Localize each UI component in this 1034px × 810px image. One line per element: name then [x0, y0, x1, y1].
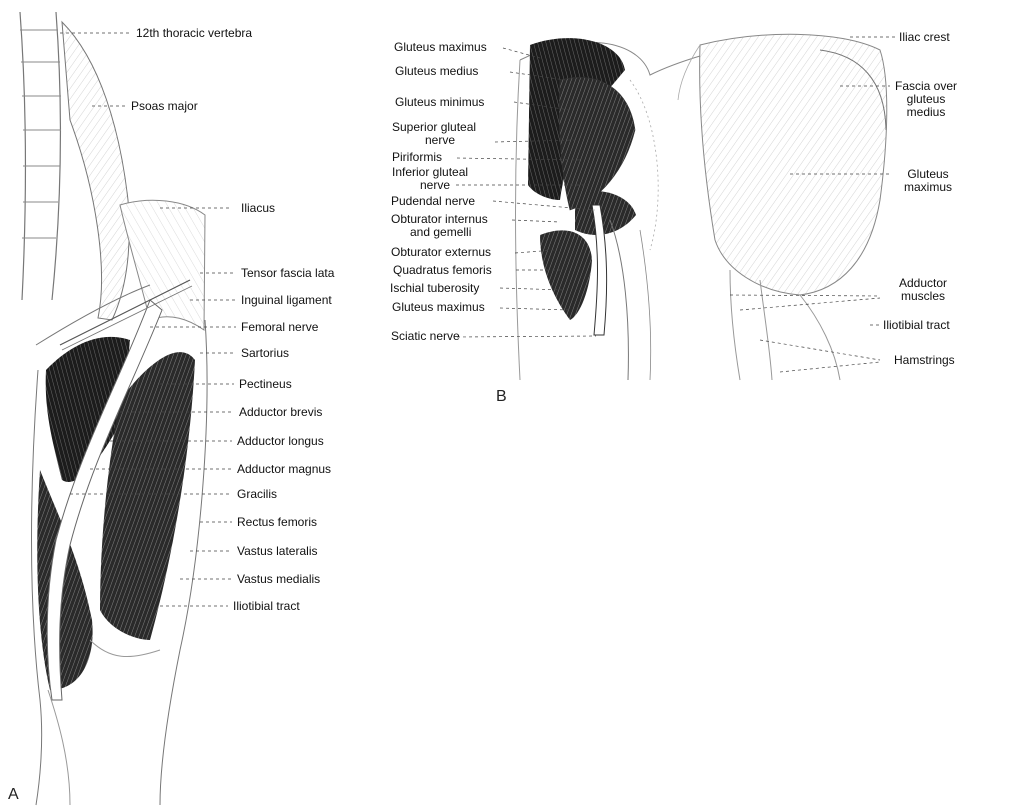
label-fascia-medius: medius — [906, 105, 946, 119]
label-sciatic-nerve: Sciatic nerve — [391, 329, 460, 343]
label-obturator-internus: Obturator internus — [391, 212, 488, 226]
label-iliacus: Iliacus — [241, 201, 276, 215]
label-adductor-longus: Adductor longus — [237, 434, 324, 448]
label-fascia-gluteus: gluteus — [906, 92, 946, 106]
label-inguinal-ligament: Inguinal ligament — [241, 293, 332, 307]
label-ischial-tuberosity: Ischial tuberosity — [390, 281, 480, 295]
label-quadratus-femoris: Quadratus femoris — [393, 263, 492, 277]
label-and-gemelli: and gemelli — [410, 225, 472, 239]
label-obturator-externus: Obturator externus — [391, 245, 492, 259]
label-inferior-gluteal: Inferior gluteal — [392, 165, 469, 179]
label-iliotibial-tract-a: Iliotibial tract — [233, 599, 300, 613]
label-vastus-lateralis: Vastus lateralis — [237, 544, 318, 558]
label-superior-gluteal: Superior gluteal — [392, 120, 477, 134]
label-adductor-magnus: Adductor magnus — [237, 462, 332, 476]
label-rectus-femoris: Rectus femoris — [237, 515, 318, 529]
label-femoral-nerve: Femoral nerve — [241, 320, 319, 334]
label-gluteus-medius: Gluteus medius — [395, 64, 479, 78]
label-gluteus-minimus: Gluteus minimus — [395, 95, 485, 109]
label-iliotibial-tract-b: Iliotibial tract — [883, 318, 950, 332]
label-fascia-over: Fascia over — [894, 79, 958, 93]
label-pudendal-nerve: Pudendal nerve — [391, 194, 476, 208]
panel-a-letter: A — [8, 786, 19, 803]
label-tensor-fascia-lata: Tensor fascia lata — [241, 266, 335, 280]
label-vastus-medialis: Vastus medialis — [237, 572, 321, 586]
label-hamstrings: Hamstrings — [894, 353, 955, 367]
label-maximus: maximus — [903, 180, 952, 194]
label-superior-gluteal-nerve: nerve — [425, 133, 456, 147]
label-psoas-major: Psoas major — [131, 99, 198, 113]
panel-a-drawing — [20, 12, 207, 805]
panel-b-letter: B — [496, 388, 507, 405]
label-gracilis: Gracilis — [237, 487, 278, 501]
label-gluteus-maximus-lower: Gluteus maximus — [392, 300, 485, 314]
label-piriformis: Piriformis — [392, 150, 442, 164]
label-gluteus-maximus: Gluteus maximus — [394, 40, 487, 54]
label-pectineus: Pectineus — [239, 377, 292, 391]
label-iliac-crest: Iliac crest — [899, 30, 950, 44]
panel-b-superficial-drawing — [678, 34, 887, 380]
label-gluteus: Gluteus — [907, 167, 949, 181]
label-muscles: muscles — [900, 289, 945, 303]
label-12th-thoracic-vertebra: 12th thoracic vertebra — [136, 26, 253, 40]
label-sartorius: Sartorius — [241, 346, 290, 360]
label-inferior-gluteal-nerve: nerve — [420, 178, 451, 192]
label-adductor: Adductor — [898, 276, 948, 290]
label-adductor-brevis: Adductor brevis — [239, 405, 323, 419]
